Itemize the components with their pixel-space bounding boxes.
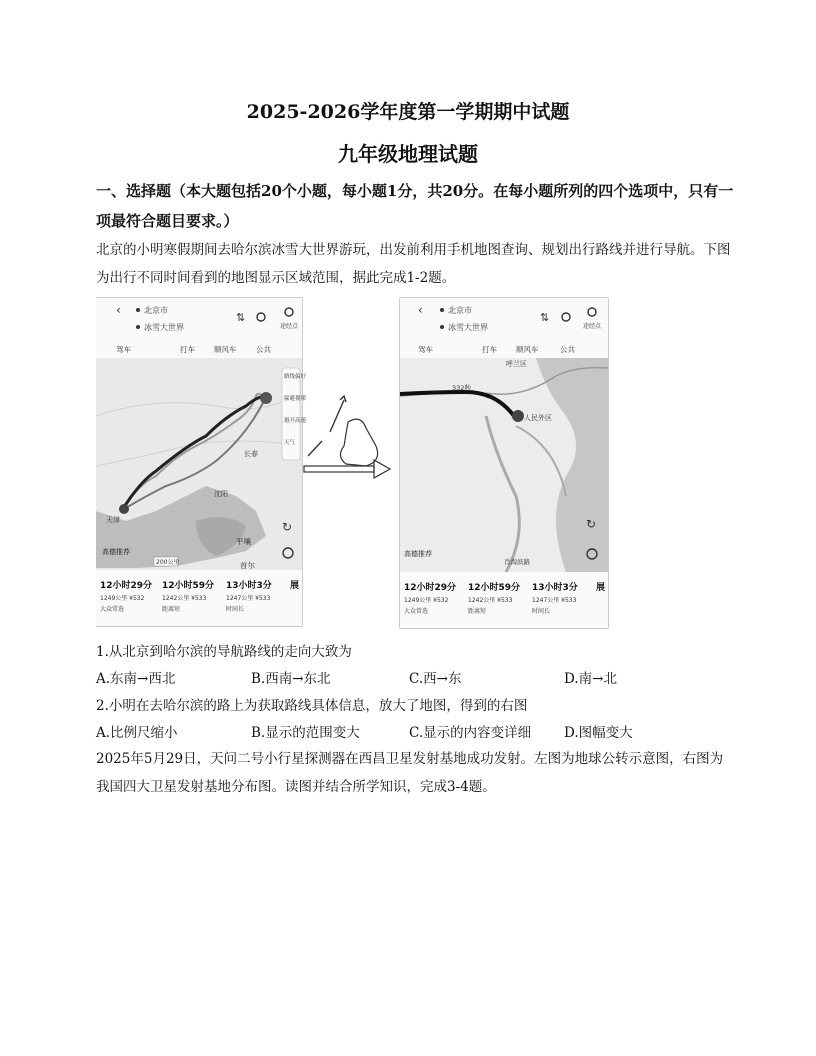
svg-text:展: 展: [290, 581, 300, 591]
svg-text:↻: ↻: [586, 517, 597, 531]
svg-text:12小时29分: 12小时29分: [100, 581, 153, 591]
svg-text:200公里: 200公里: [156, 559, 180, 566]
svg-text:时间长: 时间长: [532, 608, 551, 615]
svg-text:⇅: ⇅: [540, 311, 550, 324]
question-1-stem: 1.从北京到哈尔滨的导航路线的走向大致为: [96, 644, 352, 660]
svg-text:打车: 打车: [482, 345, 497, 354]
svg-text:肖淘滨路: 肖淘滨路: [504, 558, 530, 566]
svg-text:北京市: 北京市: [448, 306, 472, 315]
svg-text:‹: ‹: [116, 303, 121, 317]
svg-text:13小时3分: 13小时3分: [532, 583, 578, 593]
q1-option-d[interactable]: D.南→北: [564, 671, 617, 687]
svg-text:呼兰区: 呼兰区: [506, 360, 527, 368]
q2-option-d[interactable]: D.图幅变大: [564, 725, 633, 741]
question-intro-3-4: 2025年5月29日，天问二号小行星探测器在西昌卫星发射基地成功发射。左图为地球公转示意图，右图为我国四大卫星发射基地分布图。读图并结合所学知识，完成3-4题。: [96, 751, 724, 795]
svg-text:冰雪大世界: 冰雪大世界: [448, 323, 488, 332]
svg-text:途经点: 途经点: [583, 323, 602, 330]
arrow-right-icon: [304, 460, 390, 478]
svg-text:人民外区: 人民外区: [524, 414, 552, 422]
svg-text:12小时59分: 12小时59分: [162, 581, 215, 591]
svg-text:↻: ↻: [282, 520, 293, 534]
svg-text:驾车: 驾车: [116, 345, 131, 354]
svg-text:1247公里 ¥533: 1247公里 ¥533: [532, 597, 577, 604]
svg-text:1249公里 ¥532: 1249公里 ¥532: [404, 597, 449, 604]
svg-text:大众常选: 大众常选: [100, 606, 125, 613]
svg-text:‹: ‹: [418, 303, 423, 317]
question-2-stem: 2.小明在去哈尔滨的路上为获取路线具体信息，放大了地图，得到的右图: [96, 698, 528, 714]
navigation-map-figure: [96, 296, 616, 632]
q2-option-c[interactable]: C.显示的内容变详细: [409, 725, 532, 741]
svg-text:公共: 公共: [256, 345, 271, 354]
svg-text:顺风车: 顺风车: [214, 345, 237, 354]
exam-subtitle: 九年级地理试题: [338, 142, 478, 166]
svg-text:高德推荐: 高德推荐: [102, 548, 130, 556]
svg-text:1242公里 ¥533: 1242公里 ¥533: [162, 595, 207, 602]
svg-text:332秒: 332秒: [452, 384, 471, 392]
left-map-screen: [96, 298, 307, 626]
svg-text:1249公里 ¥532: 1249公里 ¥532: [100, 595, 145, 602]
right-map-screen: [400, 298, 608, 628]
left-destination: 冰雪大世界: [144, 323, 184, 332]
svg-text:驾车: 驾车: [418, 345, 433, 354]
svg-text:距离短: 距离短: [162, 606, 181, 613]
question-intro-1-2: 北京的小明寒假期间去哈尔滨冰雪大世界游玩，出发前利用手机地图查询、规划出行路线并进行导航。下图为出行不同时间看到的地图显示区域范围，据此完成1-2题。: [96, 242, 731, 286]
svg-text:沈阳: 沈阳: [214, 490, 228, 498]
q1-option-b[interactable]: B.西南→东北: [251, 671, 331, 687]
q2-option-a[interactable]: A.比例尺缩小: [96, 725, 178, 741]
svg-text:躲避拥堵: 躲避拥堵: [284, 396, 307, 402]
svg-text:时间长: 时间长: [226, 606, 245, 613]
svg-text:⇅: ⇅: [236, 311, 246, 324]
q2-option-b[interactable]: B.显示的范围变大: [251, 725, 360, 741]
svg-text:打车: 打车: [180, 345, 195, 354]
svg-text:1247公里 ¥533: 1247公里 ¥533: [226, 595, 271, 602]
svg-text:顺风车: 顺风车: [516, 345, 539, 354]
svg-text:避开高速: 避开高速: [284, 418, 307, 424]
svg-text:途经点: 途经点: [280, 323, 299, 330]
svg-text:12小时29分: 12小时29分: [404, 583, 457, 593]
svg-text:天气: 天气: [284, 440, 296, 446]
svg-text:大众常选: 大众常选: [404, 608, 429, 615]
svg-text:天津: 天津: [106, 516, 120, 524]
svg-text:平壤: 平壤: [236, 537, 251, 546]
svg-text:公共: 公共: [560, 345, 575, 354]
q1-option-a[interactable]: A.东南→西北: [96, 671, 176, 687]
svg-text:距离短: 距离短: [468, 608, 487, 615]
svg-text:13小时3分: 13小时3分: [226, 581, 272, 591]
section-heading: 一、选择题（本大题包括20个小题，每小题1分，共20分。在每小题所列的四个选项中，只有一项最符合题目要求。）: [96, 182, 734, 230]
zoom-gesture-icon: [308, 396, 378, 466]
svg-text:12小时59分: 12小时59分: [468, 583, 521, 593]
svg-text:高德推荐: 高德推荐: [404, 550, 432, 558]
exam-title: 2025-2026学年度第一学期期中试题: [246, 101, 570, 123]
svg-text:长春: 长春: [244, 450, 258, 458]
svg-text:1242公里 ¥533: 1242公里 ¥533: [468, 597, 513, 604]
svg-text:首尔: 首尔: [240, 561, 255, 570]
svg-text:路线偏好: 路线偏好: [284, 374, 307, 380]
svg-text:展: 展: [596, 583, 606, 593]
q1-option-c[interactable]: C.西→东: [409, 671, 462, 687]
left-origin: 北京市: [144, 306, 168, 315]
